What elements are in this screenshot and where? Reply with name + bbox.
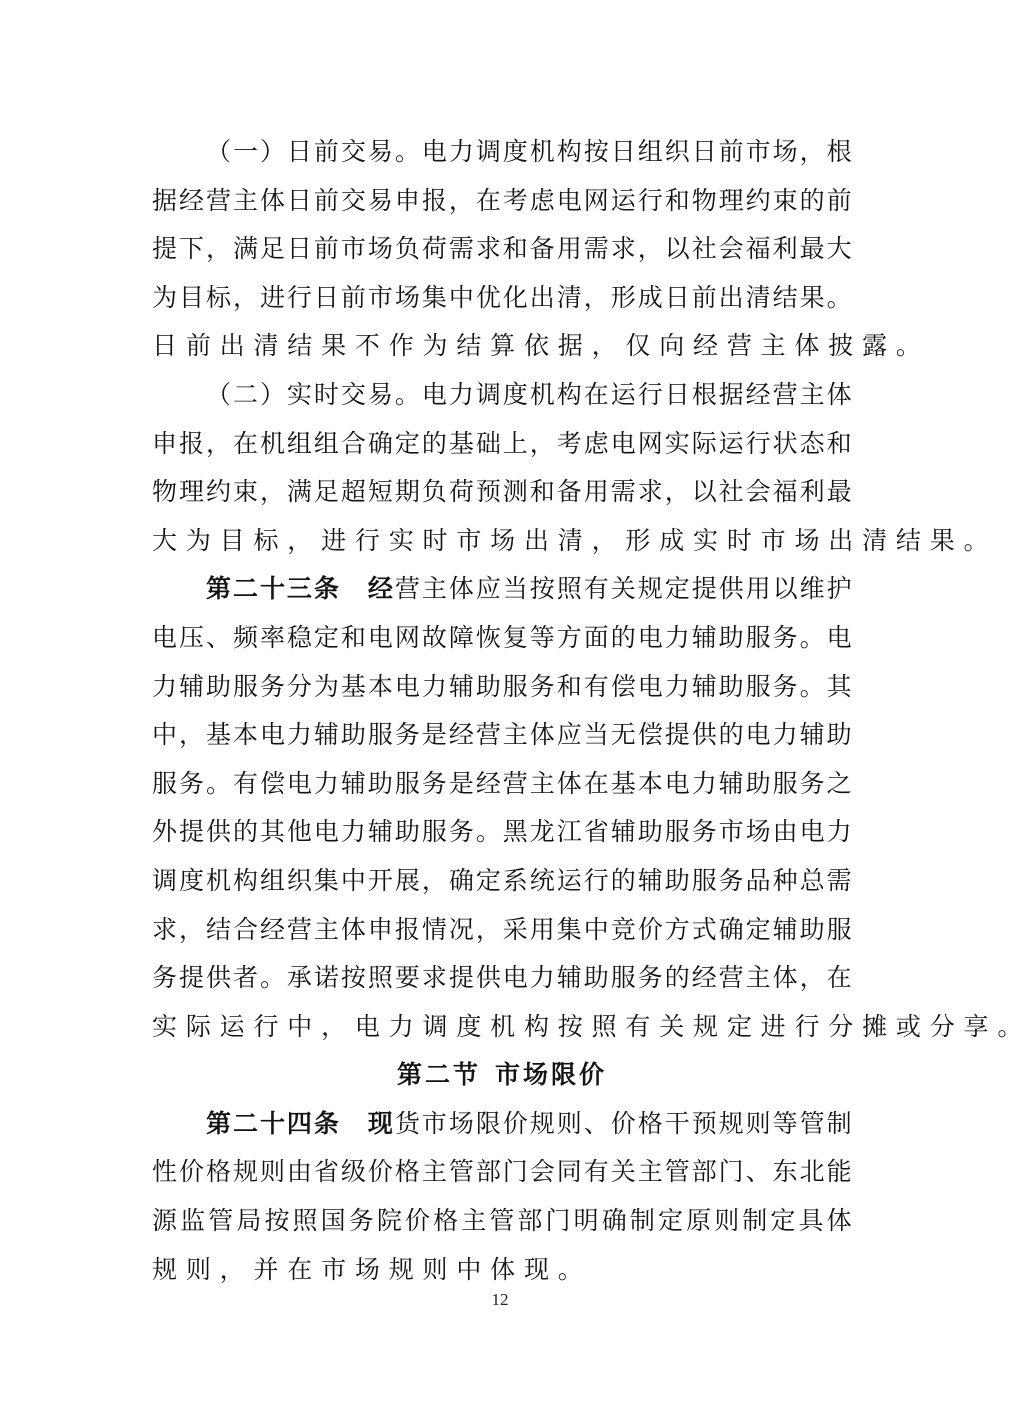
text-line: 日 前 出 清 结 果 不 作 为 结 算 依 据 ， 仅 向 经 营 主 体 披 露 。 <box>152 331 930 361</box>
text-line: 大 为 目 标 ， 进 行 实 时 市 场 出 清 ， 形 成 实 时 市 场 出 清 结 果 。 <box>152 525 998 555</box>
section-number: 第二节 <box>396 1060 481 1090</box>
text-line: 第 二 十 四 条 现 货 市 场 限 价 规 则 、 价 格 干 预 规 则 等 管 制 <box>205 1108 852 1138</box>
text-line: 外 提 供 的 其 他 电 力 辅 助 服 务 。 黑 龙 江 省 辅 助 服 务 市 场 由 电 力 <box>152 817 852 847</box>
text-line: 电 压 、 频 率 稳 定 和 电 网 故 障 恢 复 等 方 面 的 电 力 辅 助 服 务 。 电 <box>152 622 852 652</box>
text-line: 力 辅 助 服 务 分 为 基 本 电 力 辅 助 服 务 和 有 偿 电 力 辅 助 服 务 。 其 <box>152 671 852 701</box>
text-line: 据 经 营 主 体 日 前 交 易 申 报 ， 在 考 虑 电 网 运 行 和 物 理 约 束 的 前 <box>152 185 852 215</box>
text-line: 实 际 运 行 中 ， 电 力 调 度 机 构 按 照 有 关 规 定 进 行 分 摊 或 分 享 。 <box>152 1011 1031 1041</box>
section-title: 市场限价 <box>495 1060 608 1090</box>
text-line: 务 提 供 者 。 承 诺 按 照 要 求 提 供 电 力 辅 助 服 务 的 经 营 主 体 ， 在 <box>152 963 852 993</box>
text-line: 中 ， 基 本 电 力 辅 助 服 务 是 经 营 主 体 应 当 无 偿 提 供 的 电 力 辅 助 <box>152 720 852 750</box>
text-line: （ 二 ） 实 时 交 易 。 电 力 调 度 机 构 在 运 行 日 根 据 经 营 主 体 <box>205 379 852 409</box>
text-line: 规 则 ， 并 在 市 场 规 则 中 体 现 。 <box>152 1254 592 1284</box>
text-line: （ 一 ） 日 前 交 易 。 电 力 调 度 机 构 按 日 组 织 日 前 市 场 ， 根 <box>205 137 852 166</box>
document-body <box>152 128 1031 1294</box>
section-heading <box>152 1051 852 1100</box>
text-line: 物 理 约 束 ， 满 足 超 短 期 负 荷 预 测 和 备 用 需 求 ， 以 社 会 福 利 最 <box>152 477 852 507</box>
text-line: 提 下 ， 满 足 日 前 市 场 负 荷 需 求 和 备 用 需 求 ， 以 社 会 福 利 最 大 <box>152 234 852 264</box>
text-line: 源 监 管 局 按 照 国 务 院 价 格 主 管 部 门 明 确 制 定 原 则 制 定 具 体 <box>152 1206 852 1236</box>
text-line: 求 ， 结 合 经 营 主 体 申 报 情 况 ， 采 用 集 中 竞 价 方 式 确 定 辅 助 服 <box>152 914 852 944</box>
page-number: 12 <box>491 1290 509 1309</box>
text-line: 第 二 十 三 条 经 营 主 体 应 当 按 照 有 关 规 定 提 供 用 以 维 护 <box>205 574 852 604</box>
text-line: 为 目 标 ， 进 行 日 前 市 场 集 中 优 化 出 清 ， 形 成 日 前 出 清 结 果 。 <box>152 282 852 312</box>
text-line: 调 度 机 构 组 织 集 中 开 展 ， 确 定 系 统 运 行 的 辅 助 服 务 品 种 总 需 <box>152 865 852 895</box>
text-line: 服 务 。 有 偿 电 力 辅 助 服 务 是 经 营 主 体 在 基 本 电 力 辅 助 服 务 之 <box>152 768 852 798</box>
text-line: 申 报 ， 在 机 组 组 合 确 定 的 基 础 上 ， 考 虑 电 网 实 际 运 行 状 态 和 <box>152 428 852 458</box>
text-line: 性 价 格 规 则 由 省 级 价 格 主 管 部 门 会 同 有 关 主 管 部 门 、 东 北 能 <box>152 1157 852 1187</box>
